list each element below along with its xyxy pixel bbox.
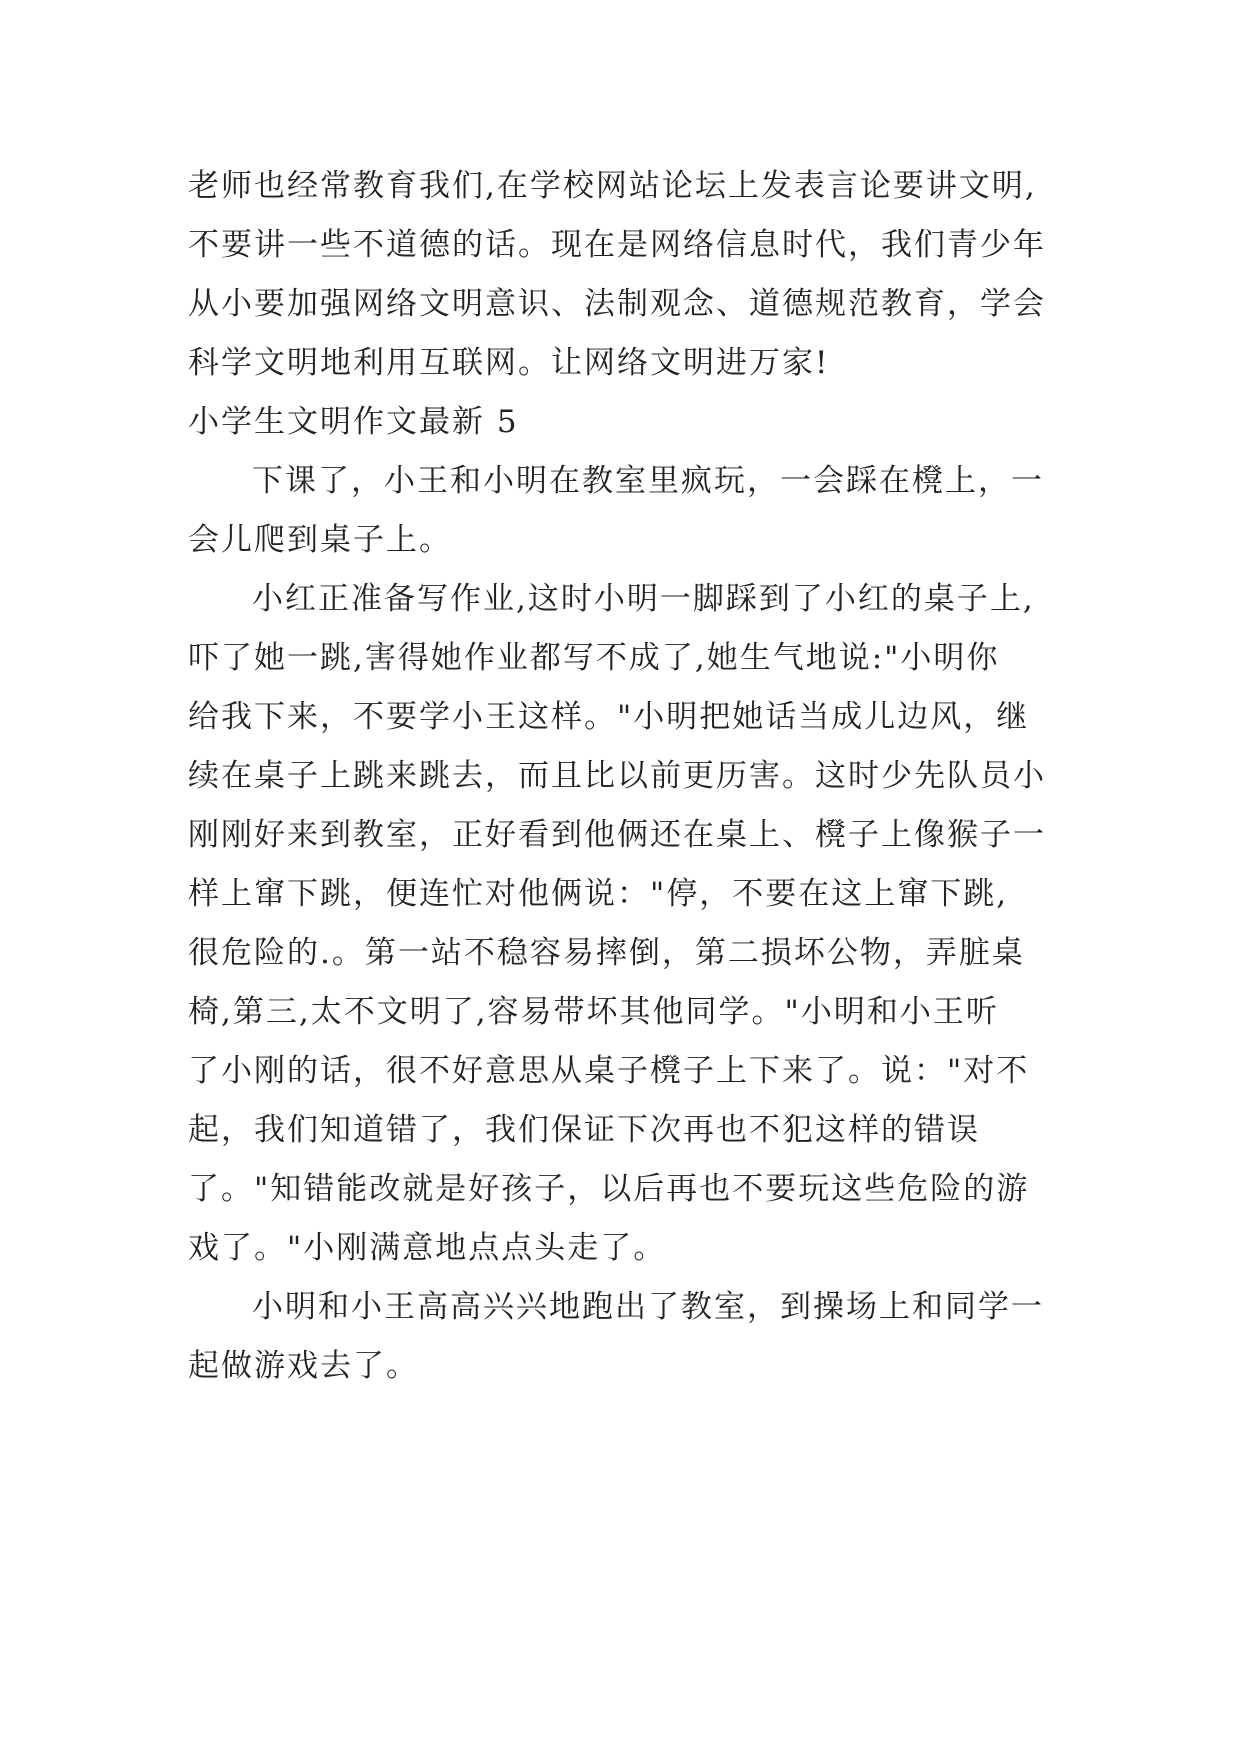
text-line: 科学文明地利用互联网。让网络文明进万家! bbox=[188, 345, 830, 381]
paragraph-4 bbox=[188, 1278, 1088, 1396]
text-line: 下课了，小王和小明在教室里疯玩，一会踩在櫈上，一 bbox=[252, 463, 1044, 499]
section-heading bbox=[188, 393, 1088, 452]
text-line: 椅,第三,太不文明了,容易带坏其他同学。"小明和小王听 bbox=[188, 994, 999, 1030]
text-line: 了。"知错能改就是好孩子，以后再也不要玩这些危险的游 bbox=[188, 1171, 1030, 1207]
text-line: 刚刚好来到教室，正好看到他俩还在桌上、櫈子上像猴子一 bbox=[188, 817, 1046, 853]
text-line: 戏了。"小刚满意地点点头走了。 bbox=[188, 1230, 667, 1266]
document-body bbox=[188, 157, 1088, 1396]
paragraph-3 bbox=[188, 570, 1088, 1278]
text-line: 了小刚的话，很不好意思从桌子櫈子上下来了。说："对不 bbox=[188, 1053, 1030, 1089]
text-line: 给我下来，不要学小王这样。"小明把她话当成儿边风，继 bbox=[188, 699, 1030, 735]
text-line: 起做游戏去了。 bbox=[188, 1348, 419, 1384]
text-line: 样上窜下跳，便连忙对他俩说："停，不要在这上窜下跳, bbox=[188, 876, 1009, 912]
text-line: 小明和小王高高兴兴地跑出了教室，到操场上和同学一 bbox=[252, 1289, 1044, 1325]
text-line: 老师也经常教育我们,在学校网站论坛上发表言论要讲文明, bbox=[188, 168, 1037, 204]
text-line: 续在桌子上跳来跳去，而且比以前更历害。这时少先队员小 bbox=[188, 758, 1046, 794]
text-line: 很危险的.。第一站不稳容易摔倒，第二损坏公物，弄脏桌 bbox=[188, 935, 1025, 971]
text-line: 小红正准备写作业,这时小明一脚踩到了小红的桌子上, bbox=[252, 581, 1035, 617]
heading-text: 小学生文明作文最新 5 bbox=[188, 404, 519, 440]
text-line: 吓了她一跳,害得她作业都写不成了,她生气地说:"小明你 bbox=[188, 640, 1000, 676]
paragraph-2 bbox=[188, 452, 1088, 570]
text-line: 起，我们知道错了，我们保证下次再也不犯这样的错误 bbox=[188, 1112, 980, 1148]
text-line: 会儿爬到桌子上。 bbox=[188, 522, 452, 558]
text-line: 不要讲一些不道德的话。现在是网络信息时代，我们青少年 bbox=[188, 227, 1046, 263]
paragraph-1 bbox=[188, 157, 1088, 393]
text-line: 从小要加强网络文明意识、法制观念、道德规范教育，学会 bbox=[188, 286, 1046, 322]
